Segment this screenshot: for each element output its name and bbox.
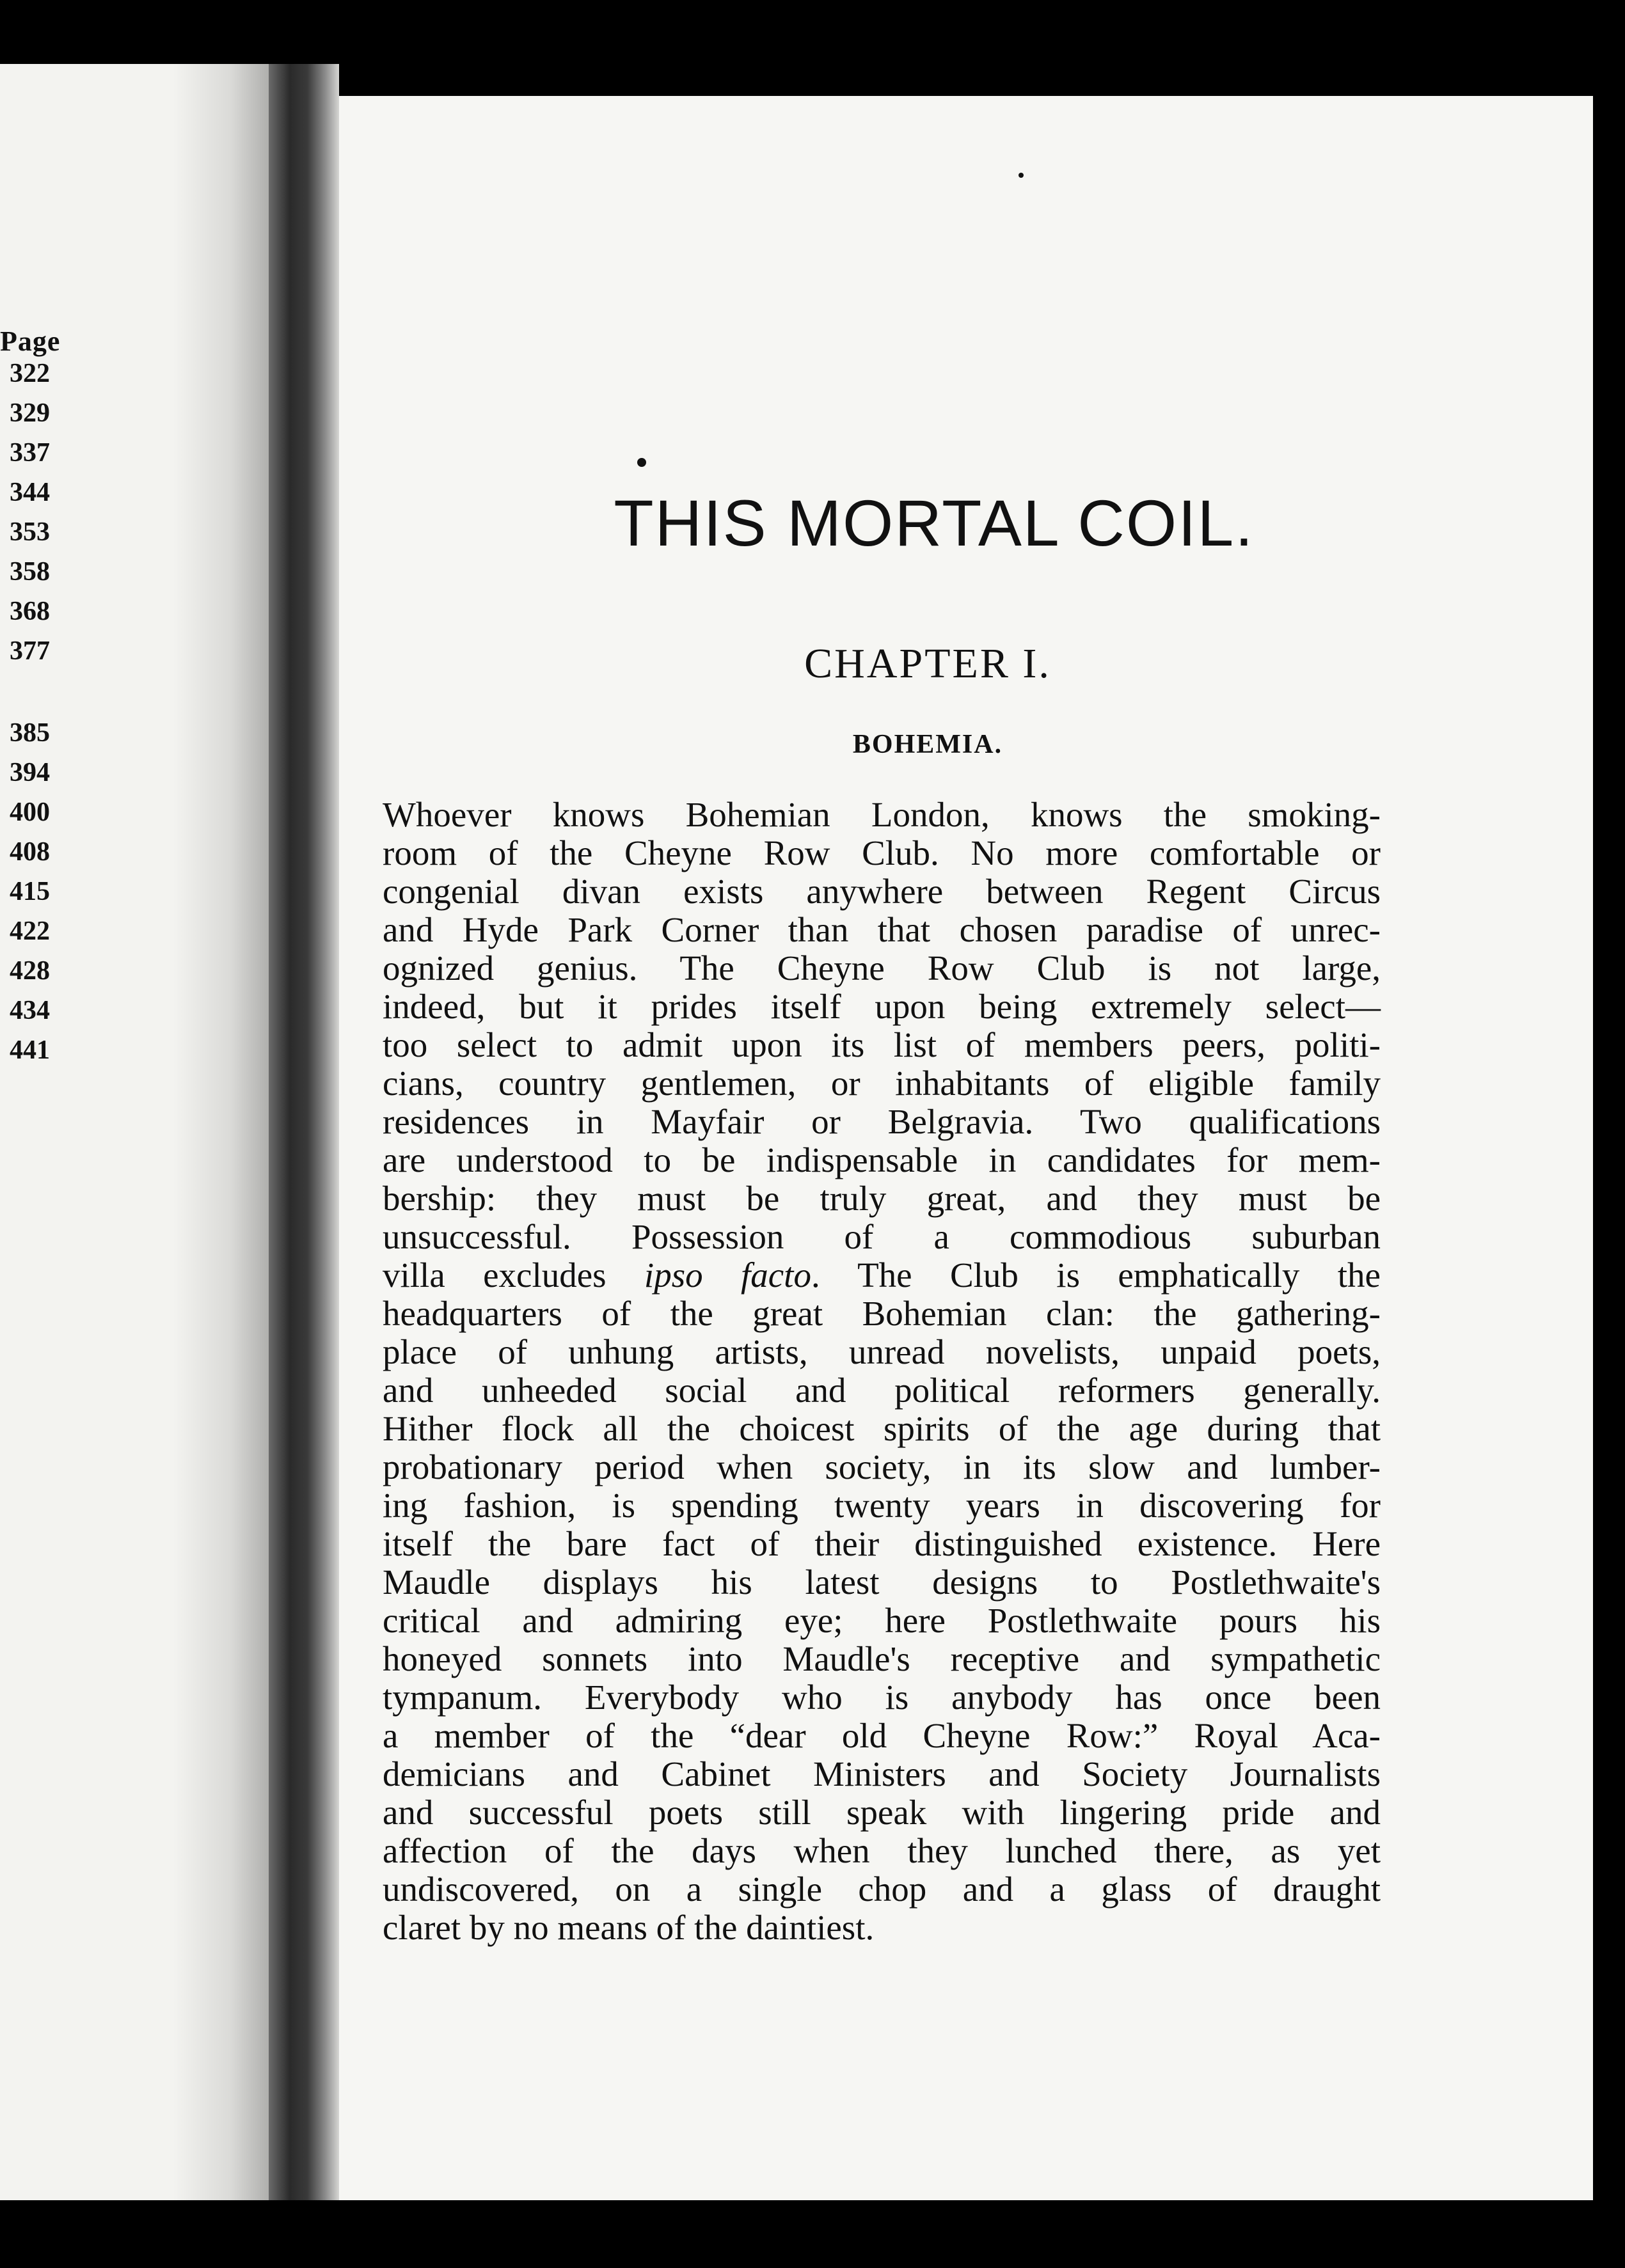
scan-border-bottom: [0, 2200, 1625, 2268]
body-line: and unheeded social and political reformers generally.: [383, 1371, 1381, 1410]
toc-page-number: 428: [10, 956, 50, 986]
body-line: room of the Cheyne Row Club. No more comfortable or: [383, 833, 1381, 872]
ink-dot: [1019, 173, 1024, 178]
toc-page-number: 400: [10, 798, 50, 827]
toc-page-number: 358: [10, 557, 50, 587]
chapter-heading: CHAPTER I.: [804, 640, 1051, 687]
toc-page-number: 368: [10, 597, 50, 626]
body-line: itself the bare fact of their distinguished existence. Here: [383, 1524, 1381, 1563]
body-line: Hither flock all the choicest spirits of the age during that: [383, 1409, 1381, 1448]
body-line: claret by no means of the daintiest.: [383, 1908, 875, 1947]
body-line: demicians and Cabinet Ministers and Society Journalists: [383, 1754, 1381, 1793]
body-line: cians, country gentlemen, or inhabitants of eligible family: [383, 1064, 1381, 1103]
body-line: ognized genius. The Cheyne Row Club is not large,: [383, 949, 1381, 988]
body-line: villa excludes ipso facto. The Club is emphatically the: [383, 1256, 1381, 1295]
body-line: headquarters of the great Bohemian clan: the gathering-: [383, 1294, 1381, 1333]
body-line: too select to admit upon its list of members peers, politi-: [383, 1025, 1381, 1064]
toc-page-header: Page: [0, 326, 61, 357]
body-line: and Hyde Park Corner than that chosen paradise of unrec-: [383, 910, 1381, 949]
toc-page-number: 408: [10, 837, 50, 867]
body-line: tympanum. Everybody who is anybody has once been: [383, 1678, 1381, 1717]
toc-page-number: 377: [10, 636, 50, 666]
body-line: congenial divan exists anywhere between Regent Circus: [383, 872, 1381, 911]
section-heading: BOHEMIA.: [852, 730, 1003, 759]
toc-page-number: 353: [10, 517, 50, 547]
body-line: and successful poets still speak with lingering pride and: [383, 1793, 1381, 1832]
ink-dot: [637, 458, 646, 467]
toc-page-number: 329: [10, 398, 50, 428]
toc-page-number: 441: [10, 1036, 50, 1065]
toc-page-number: 394: [10, 758, 50, 787]
scan-border-right: [1593, 96, 1625, 2200]
book-title: THIS MORTAL COIL.: [614, 487, 1255, 560]
body-line: ing fashion, is spending twenty years in discovering for: [383, 1486, 1381, 1525]
book-gutter: [269, 64, 339, 2200]
body-line: place of unhung artists, unread novelists, unpaid poets,: [383, 1332, 1381, 1371]
toc-page-number: 434: [10, 996, 50, 1025]
toc-page-number: 322: [10, 359, 50, 388]
body-line: residences in Mayfair or Belgravia. Two qualifications: [383, 1102, 1381, 1141]
body-line: honeyed sonnets into Maudle's receptive and sympathetic: [383, 1639, 1381, 1678]
body-line: Maudle displays his latest designs to Postlethwaite's: [383, 1563, 1381, 1602]
body-text: [383, 796, 1381, 1947]
toc-page-number: 337: [10, 438, 50, 468]
body-line: a member of the “dear old Cheyne Row:” Royal Aca-: [383, 1716, 1381, 1755]
toc-page-number: 344: [10, 478, 50, 507]
left-page-shadow: [173, 64, 269, 2200]
body-line: unsuccessful. Possession of a commodious suburban: [383, 1217, 1381, 1256]
toc-page-number: 415: [10, 877, 50, 906]
body-line: affection of the days when they lunched there, as yet: [383, 1831, 1381, 1870]
body-line: indeed, but it prides itself upon being extremely select—: [383, 987, 1381, 1026]
toc-page-number: 385: [10, 718, 50, 748]
body-line: bership: they must be truly great, and they must be: [383, 1179, 1381, 1218]
body-line: undiscovered, on a single chop and a glass of draught: [383, 1870, 1381, 1909]
body-line: probationary period when society, in its slow and lumber-: [383, 1447, 1381, 1486]
body-line: critical and admiring eye; here Postlethwaite pours his: [383, 1601, 1381, 1640]
toc-page-number: 422: [10, 917, 50, 946]
body-line: Whoever knows Bohemian London, knows the smoking-: [383, 795, 1381, 834]
italic-phrase: ipso facto: [644, 1256, 811, 1295]
body-line: are understood to be indispensable in candidates for mem-: [383, 1140, 1381, 1179]
